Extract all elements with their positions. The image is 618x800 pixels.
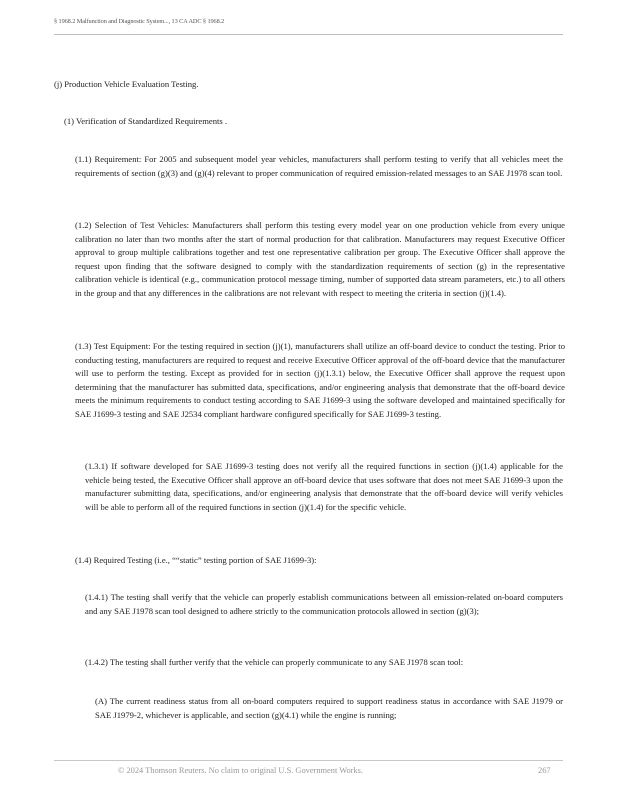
paragraph-1-4-1: (1.4.1) The testing shall verify that the vehicle can properly establish communications between all emission-related on-board computers and any SAE J1978 scan tool designed to adhere strictly to the communication protocols allowed in section (g)(3); (85, 592, 563, 616)
paragraph-1-1: (1.1) Requirement: For 2005 and subsequent model year vehicles, manufacturers shall perform testing to verify that all vehicles meet the requirements of section (g)(3) and (g)(4) relevant to proper communication of required emission-related messages to an SAE J1978 scan tool. (75, 154, 563, 178)
copyright-notice: © 2024 Thomson Reuters. No claim to original U.S. Government Works. (118, 766, 363, 775)
paragraph-1-4: (1.4) Required Testing (i.e., ““static” testing portion of SAE J1699-3): (75, 555, 317, 565)
paragraph-1-3: (1.3) Test Equipment: For the testing required in section (j)(1), manufacturers shall utilize an off-board device to conduct the testing. Prior to conducting testing, manufacturers are required to request and receive Executive Officer approval of the off-board device that the manufacturer will use to perform the testing. Except as provided for in section (j)(1.3.1) below, the Executive Officer shall approve the request upon determining that the manufacturer has submitted data, specifications, and/or engineering analysis that demonstrate that the off-board device meets the minimum requirements to conduct testing according to SAE J1699-3 using the software developed and maintained specifically for SAE J1699-3 testing and SAE J2534 compliant hardware configured specifically for SAE J1699-3 testing. (75, 341, 565, 419)
section-j1-heading: (1) Verification of Standardized Requirements . (64, 116, 228, 126)
section-j-heading: (j) Production Vehicle Evaluation Testing. (54, 79, 199, 89)
header-divider (54, 34, 563, 35)
paragraph-1-2: (1.2) Selection of Test Vehicles: Manufacturers shall perform this testing every model year on one production vehicle from every unique calibration no later than two months after the start of normal production for that calibration. Manufacturers may request Executive Officer approval to group multiple calibrations together and test one representative calibration per group. The Executive Officer shall approve the request upon finding that the software designed to comply with the standardization requirements of section (g) in the representative calibration vehicle is identical (e.g., communication protocol message timing, number of supported data stream parameters, etc.) to all others in the group and that any differences in the calibrations are not relevant with respect to meeting the criteria in section (j)(1.4). (75, 220, 565, 298)
running-header: § 1968.2 Malfunction and Diagnostic System..., 13 CA ADC § 1968.2 (54, 18, 225, 25)
page-number: 267 (538, 766, 551, 775)
paragraph-A: (A) The current readiness status from all on-board computers required to support readiness status in accordance with SAE J1979 or SAE J1979-2, whichever is applicable, and section (g)(4.1) while the engine is running; (95, 696, 563, 720)
paragraph-1-3-1: (1.3.1) If software developed for SAE J1699-3 testing does not verify all the required functions in section (j)(1.4) applicable for the vehicle being tested, the Executive Officer shall approve an off-board device that uses software that does not meet SAE J1699-3 upon the manufacturer submitting data, specifications, and/or engineering analysis that demonstrate that the off-board device will verify vehicles will be able to perform all of the required functions in section (j)(1.4) for the specific vehicle. (85, 461, 563, 512)
paragraph-1-4-2: (1.4.2) The testing shall further verify that the vehicle can properly communicate to any SAE J1978 scan tool: (85, 657, 464, 667)
footer-divider (54, 760, 563, 761)
